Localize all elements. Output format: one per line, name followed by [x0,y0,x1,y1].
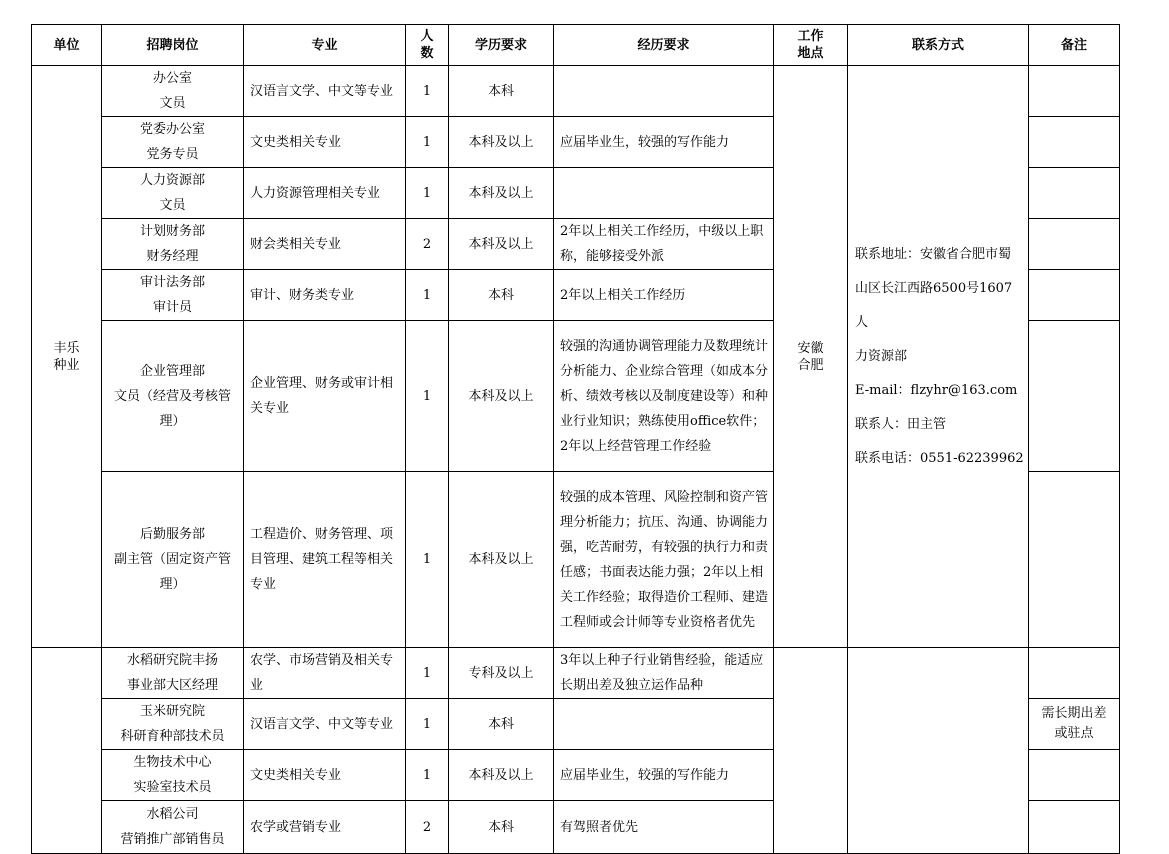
location-cell: 安徽 合肥 [774,66,848,648]
position-cell: 计划财务部 财务经理 [102,219,244,270]
count-cell: 1 [406,472,449,648]
table-row [32,66,1120,117]
count-cell: 1 [406,750,449,801]
remarks-cell [1029,472,1120,648]
experience-cell [554,699,774,750]
education-cell: 本科及以上 [449,750,554,801]
header-education: 学历要求 [449,25,554,66]
contact-address-2: 山区长江西路6500号1607人 [855,280,1013,330]
header-unit: 单位 [32,25,102,66]
position-cell: 水稻研究院丰扬 事业部大区经理 [102,648,244,699]
remarks-cell [1029,66,1120,117]
header-row [32,25,1120,66]
header-contact: 联系方式 [848,25,1029,66]
education-cell: 本科及以上 [449,472,554,648]
major-cell: 汉语言文学、中文等专业 [244,699,406,750]
position-cell: 办公室 文员 [102,66,244,117]
major-cell: 人力资源管理相关专业 [244,168,406,219]
experience-cell: 应届毕业生，较强的写作能力 [554,117,774,168]
header-major: 专业 [244,25,406,66]
major-cell: 文史类相关专业 [244,117,406,168]
contact-address: 联系地址：安徽省合肥市蜀 [855,246,1012,262]
position-cell: 玉米研究院 科研育种部技术员 [102,699,244,750]
count-cell: 2 [406,801,449,854]
remarks-cell [1029,648,1120,699]
remarks-cell: 需长期出差 或驻点 [1029,699,1120,750]
header-count: 人 数 [406,25,449,66]
remarks-cell [1029,321,1120,472]
count-cell: 1 [406,648,449,699]
major-cell: 财会类相关专业 [244,219,406,270]
unit-cell: 丰乐 种业 [32,66,102,648]
major-cell: 汉语言文学、中文等专业 [244,66,406,117]
major-cell: 文史类相关专业 [244,750,406,801]
contact-cell [848,648,1029,854]
experience-cell: 较强的成本管理、风险控制和资产管理分析能力；抗压、沟通、协调能力强，吃苦耐劳，有较强的执行力和责任感；书面表达能力强；2年以上相关工作经验；取得造价工程师、建造工程师或会计师等专业资格者优先 [554,472,774,648]
header-experience: 经历要求 [554,25,774,66]
education-cell: 本科及以上 [449,219,554,270]
experience-cell: 有驾照者优先 [554,801,774,854]
education-cell: 本科 [449,270,554,321]
count-cell: 1 [406,321,449,472]
education-cell: 本科 [449,66,554,117]
count-cell: 1 [406,66,449,117]
position-cell: 党委办公室 党务专员 [102,117,244,168]
location-cell [774,648,848,854]
header-position: 招聘岗位 [102,25,244,66]
major-cell: 工程造价、财务管理、项目管理、建筑工程等相关专业 [244,472,406,648]
count-cell: 1 [406,117,449,168]
major-cell: 农学、市场营销及相关专业 [244,648,406,699]
education-cell: 专科及以上 [449,648,554,699]
remarks-cell [1029,270,1120,321]
position-cell: 水稻公司 营销推广部销售员 [102,801,244,854]
experience-cell [554,168,774,219]
position-cell: 审计法务部 审计员 [102,270,244,321]
count-cell: 1 [406,699,449,750]
major-cell: 农学或营销专业 [244,801,406,854]
contact-address-3: 力资源部 [855,348,908,364]
position-cell: 企业管理部 文员（经营及考核管理） [102,321,244,472]
education-cell: 本科及以上 [449,321,554,472]
remarks-cell [1029,801,1120,854]
position-cell: 人力资源部 文员 [102,168,244,219]
contact-person: 联系人：田主管 [855,416,947,432]
education-cell: 本科及以上 [449,117,554,168]
contact-cell [848,66,1029,648]
experience-cell: 3年以上种子行业销售经验，能适应长期出差及独立运作品种 [554,648,774,699]
count-cell: 1 [406,168,449,219]
education-cell: 本科 [449,801,554,854]
header-location: 工作 地点 [774,25,848,66]
contact-phone: 联系电话：0551-62239962 [855,450,1024,466]
remarks-cell [1029,219,1120,270]
remarks-cell [1029,750,1120,801]
table-row [32,648,1120,699]
header-remarks: 备注 [1029,25,1120,66]
recruitment-table [31,24,1120,854]
experience-cell: 2年以上相关工作经历，中级以上职称，能够接受外派 [554,219,774,270]
experience-cell: 2年以上相关工作经历 [554,270,774,321]
experience-cell: 应届毕业生，较强的写作能力 [554,750,774,801]
education-cell: 本科及以上 [449,168,554,219]
experience-cell [554,66,774,117]
major-cell: 企业管理、财务或审计相关专业 [244,321,406,472]
position-cell: 生物技术中心 实验室技术员 [102,750,244,801]
remarks-cell [1029,117,1120,168]
count-cell: 2 [406,219,449,270]
position-cell: 后勤服务部 副主管（固定资产管理） [102,472,244,648]
remarks-cell [1029,168,1120,219]
experience-cell: 较强的沟通协调管理能力及数理统计分析能力、企业综合管理（如成本分析、绩效考核以及制度建设等）和种业行业知识；熟练使用office软件；2年以上经营管理工作经验 [554,321,774,472]
major-cell: 审计、财务类专业 [244,270,406,321]
unit-cell [32,648,102,854]
count-cell: 1 [406,270,449,321]
contact-email: E-mail：flzyhr@163.com [855,382,1018,398]
education-cell: 本科 [449,699,554,750]
